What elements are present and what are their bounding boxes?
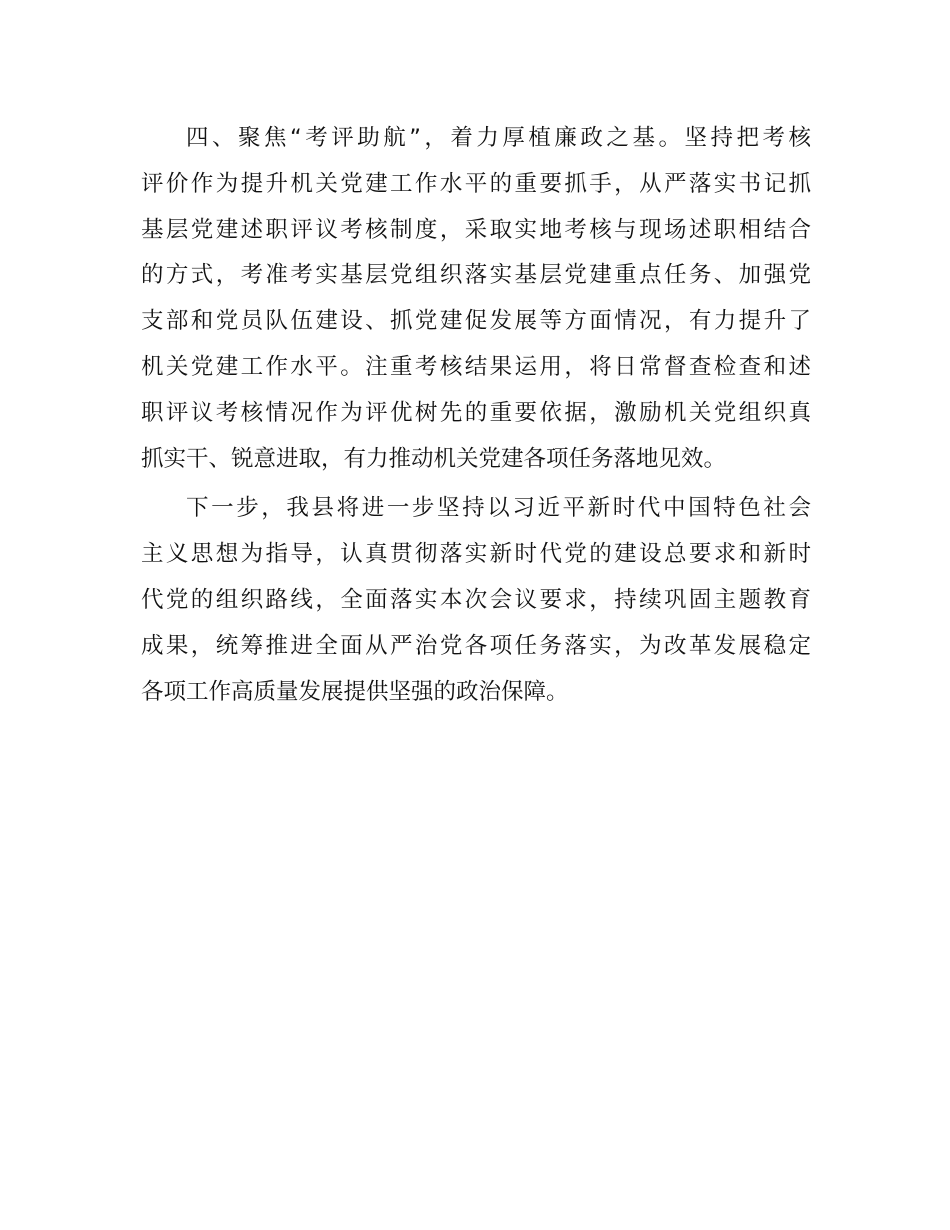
paragraph-line: 主义思想为指导，认真贯彻落实新时代党的建设总要求和新时: [141, 541, 811, 568]
paragraph-line: 四、聚焦“考评助航”，着力厚植廉政之基。坚持把考核: [186, 125, 811, 151]
paragraph-line: 代党的组织路线，全面落实本次会议要求，持续巩固主题教育: [141, 586, 811, 613]
paragraph-line: 支部和党员队伍建设、抓党建促发展等方面情况，有力提升了: [141, 308, 811, 335]
paragraph-line: 下一步，我县将进一步坚持以习近平新时代中国特色社会: [186, 495, 811, 522]
paragraph-line: 职评议考核情况作为评优树先的重要依据，激励机关党组织真: [141, 399, 811, 426]
paragraph-line: 各项工作高质量发展提供坚强的政治保障。: [141, 678, 569, 705]
paragraph-next-step: [141, 486, 811, 715]
paragraph-line: 评价作为提升机关党建工作水平的重要抓手，从严落实书记抓: [141, 170, 811, 197]
document-body: [141, 116, 811, 715]
paragraph-line: 基层党建述职评议考核制度，采取实地考核与现场述职相结合: [141, 216, 811, 243]
paragraph-assessment: [141, 116, 811, 482]
paragraph-line: 成果，统筹推进全面从严治党各项任务落实，为改革发展稳定: [141, 632, 811, 659]
paragraph-line: 机关党建工作水平。注重考核结果运用，将日常督查检查和述: [141, 353, 811, 380]
paragraph-line: 的方式，考准考实基层党组织落实基层党建重点任务、加强党: [141, 262, 811, 289]
paragraph-line: 抓实干、锐意进取，有力推动机关党建各项任务落地见效。: [141, 445, 727, 472]
